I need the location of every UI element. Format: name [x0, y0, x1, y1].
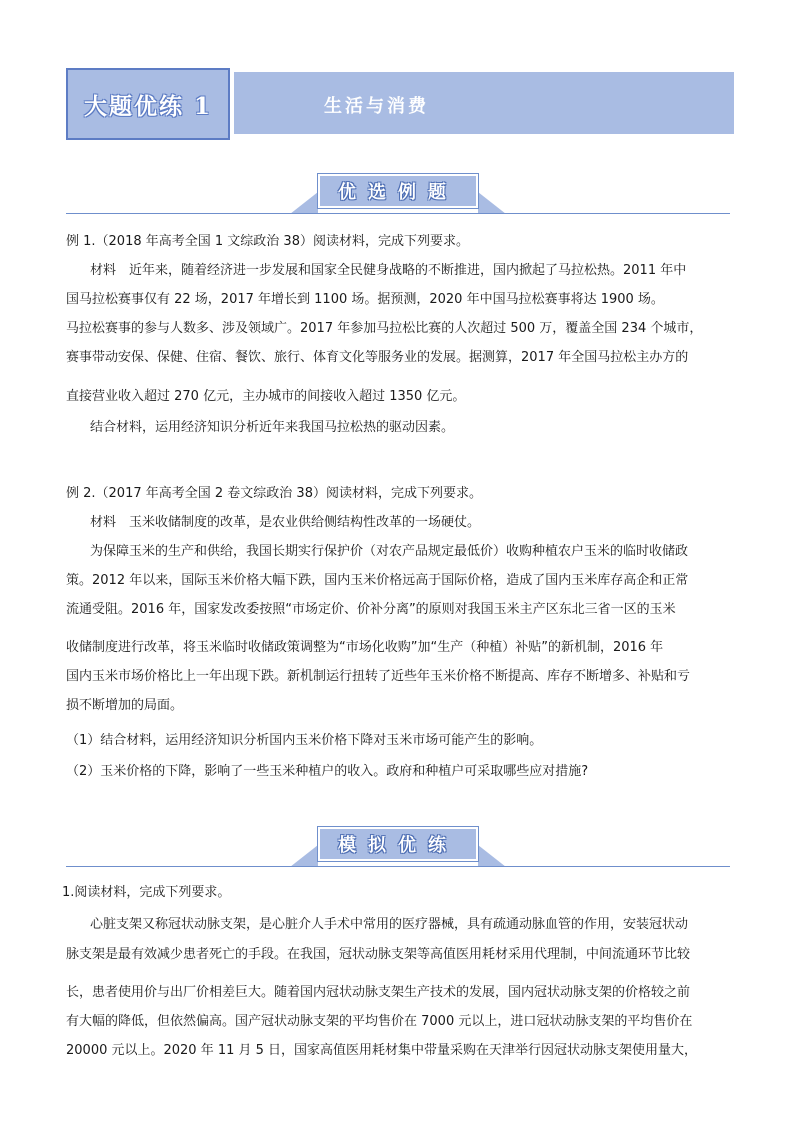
practice1-line: 长，患者使用价与出厂价相差巨大。随着国内冠状动脉支架生产技术的发展，国内冠状动脉支架的价格较之前: [66, 985, 691, 1000]
banner-label-box: [66, 68, 230, 140]
practice1-line: 脉支架是最有效减少患者死亡的手段。在我国，冠状动脉支架等高值医用耗材采用代理制，中间流通环节比较: [66, 947, 691, 962]
example2-heading: 例 2.（2017 年高考全国 2 卷文综政治 38）阅读材料，完成下列要求。: [66, 486, 482, 501]
example2-line: 策。2012 年以来，国际玉米价格大幅下跌，国内玉米价格远高于国际价格，造成了国内玉米库存高企和正常: [66, 573, 689, 588]
banner-label: 大题优练 1: [83, 92, 212, 120]
practice1-line: 心脏支架又称冠状动脉支架，是心脏介人手术中常用的医疗器械，具有疏通动脉血管的作用，安装冠状动: [90, 917, 689, 932]
example1-question: 结合材料，运用经济知识分析近年来我国马拉松热的驱动因素。: [90, 420, 455, 435]
example1-heading: 例 1.（2018 年高考全国 1 文综政治 38）阅读材料，完成下列要求。: [66, 234, 469, 249]
section-title: 优选例题: [338, 182, 458, 203]
section-divider: [66, 213, 730, 214]
example2-question: （2）玉米价格的下降，影响了一些玉米种植户的收入。政府和种植户可采取哪些应对措施?: [66, 764, 589, 779]
example2-line: 流通受阻。2016 年，国家发改委按照“市场定价、价补分离”的原则对我国玉米主产区东北三省一区的玉米: [66, 602, 676, 617]
practice1-line: 有大幅的降低，但依然偏高。国产冠状动脉支架的平均售价在 7000 元以上，进口冠状动脉支架的平均售价在: [66, 1014, 693, 1029]
section-tab: [318, 827, 478, 861]
example1-line: 直接营业收入超过 270 亿元，主办城市的间接收入超过 1350 亿元。: [66, 389, 466, 404]
example2-line: 国内玉米市场价格比上一年出现下跌。新机制运行扭转了近些年玉米价格不断提高、库存不断增多、补贴和亏: [66, 669, 691, 684]
example2-line: 为保障玉米的生产和供给，我国长期实行保护价（对农产品规定最低价）收购种植农户玉米的临时收储政: [90, 544, 689, 559]
example1-line: 材料 近年来，随着经济进一步发展和国家全民健身战略的不断推进，国内掀起了马拉松热。2011 年中: [90, 263, 687, 278]
section-header-practice: [66, 823, 730, 867]
example1-line: 马拉松赛事的参与人数多、涉及领域广。2017 年参加马拉松比赛的人次超过 500 万，覆盖全国 234 个城市，: [66, 321, 703, 336]
chapter-banner: [66, 68, 736, 144]
section-wing-left: [290, 192, 318, 214]
example1-line: 赛事带动安保、保健、住宿、餐饮、旅行、体育文化等服务业的发展。据测算，2017 年全国马拉松主办方的: [66, 350, 689, 365]
example2-line: 收储制度进行改革，将玉米临时收储政策调整为“市场化收购”加“生产（种植）补贴”的新机制，2016 年: [66, 640, 664, 655]
practice1-heading: 1.阅读材料，完成下列要求。: [62, 885, 231, 900]
example2-line: 损不断增加的局面。: [66, 698, 184, 713]
banner-strip: [234, 72, 734, 134]
example2-line: 材料 玉米收储制度的改革，是农业供给侧结构性改革的一场硬仗。: [90, 515, 481, 530]
section-tab: [318, 174, 478, 208]
banner-topic: 生活与消费: [324, 96, 429, 117]
example2-question: （1）结合材料，运用经济知识分析国内玉米价格下降对玉米市场可能产生的影响。: [66, 733, 543, 748]
practice1-line: 20000 元以上。2020 年 11 月 5 日，国家高值医用耗材集中带量采购在天津举行因冠状动脉支架使用量大，: [66, 1043, 698, 1058]
section-wing-left: [290, 845, 318, 867]
section-wing-right: [478, 845, 506, 867]
section-title: 模拟优练: [338, 835, 458, 856]
example1-line: 国马拉松赛事仅有 22 场，2017 年增长到 1100 场。据预测，2020 年中国马拉松赛事将达 1900 场。: [66, 292, 664, 307]
section-wing-right: [478, 192, 506, 214]
section-header-examples: [66, 170, 730, 214]
section-divider: [66, 866, 730, 867]
